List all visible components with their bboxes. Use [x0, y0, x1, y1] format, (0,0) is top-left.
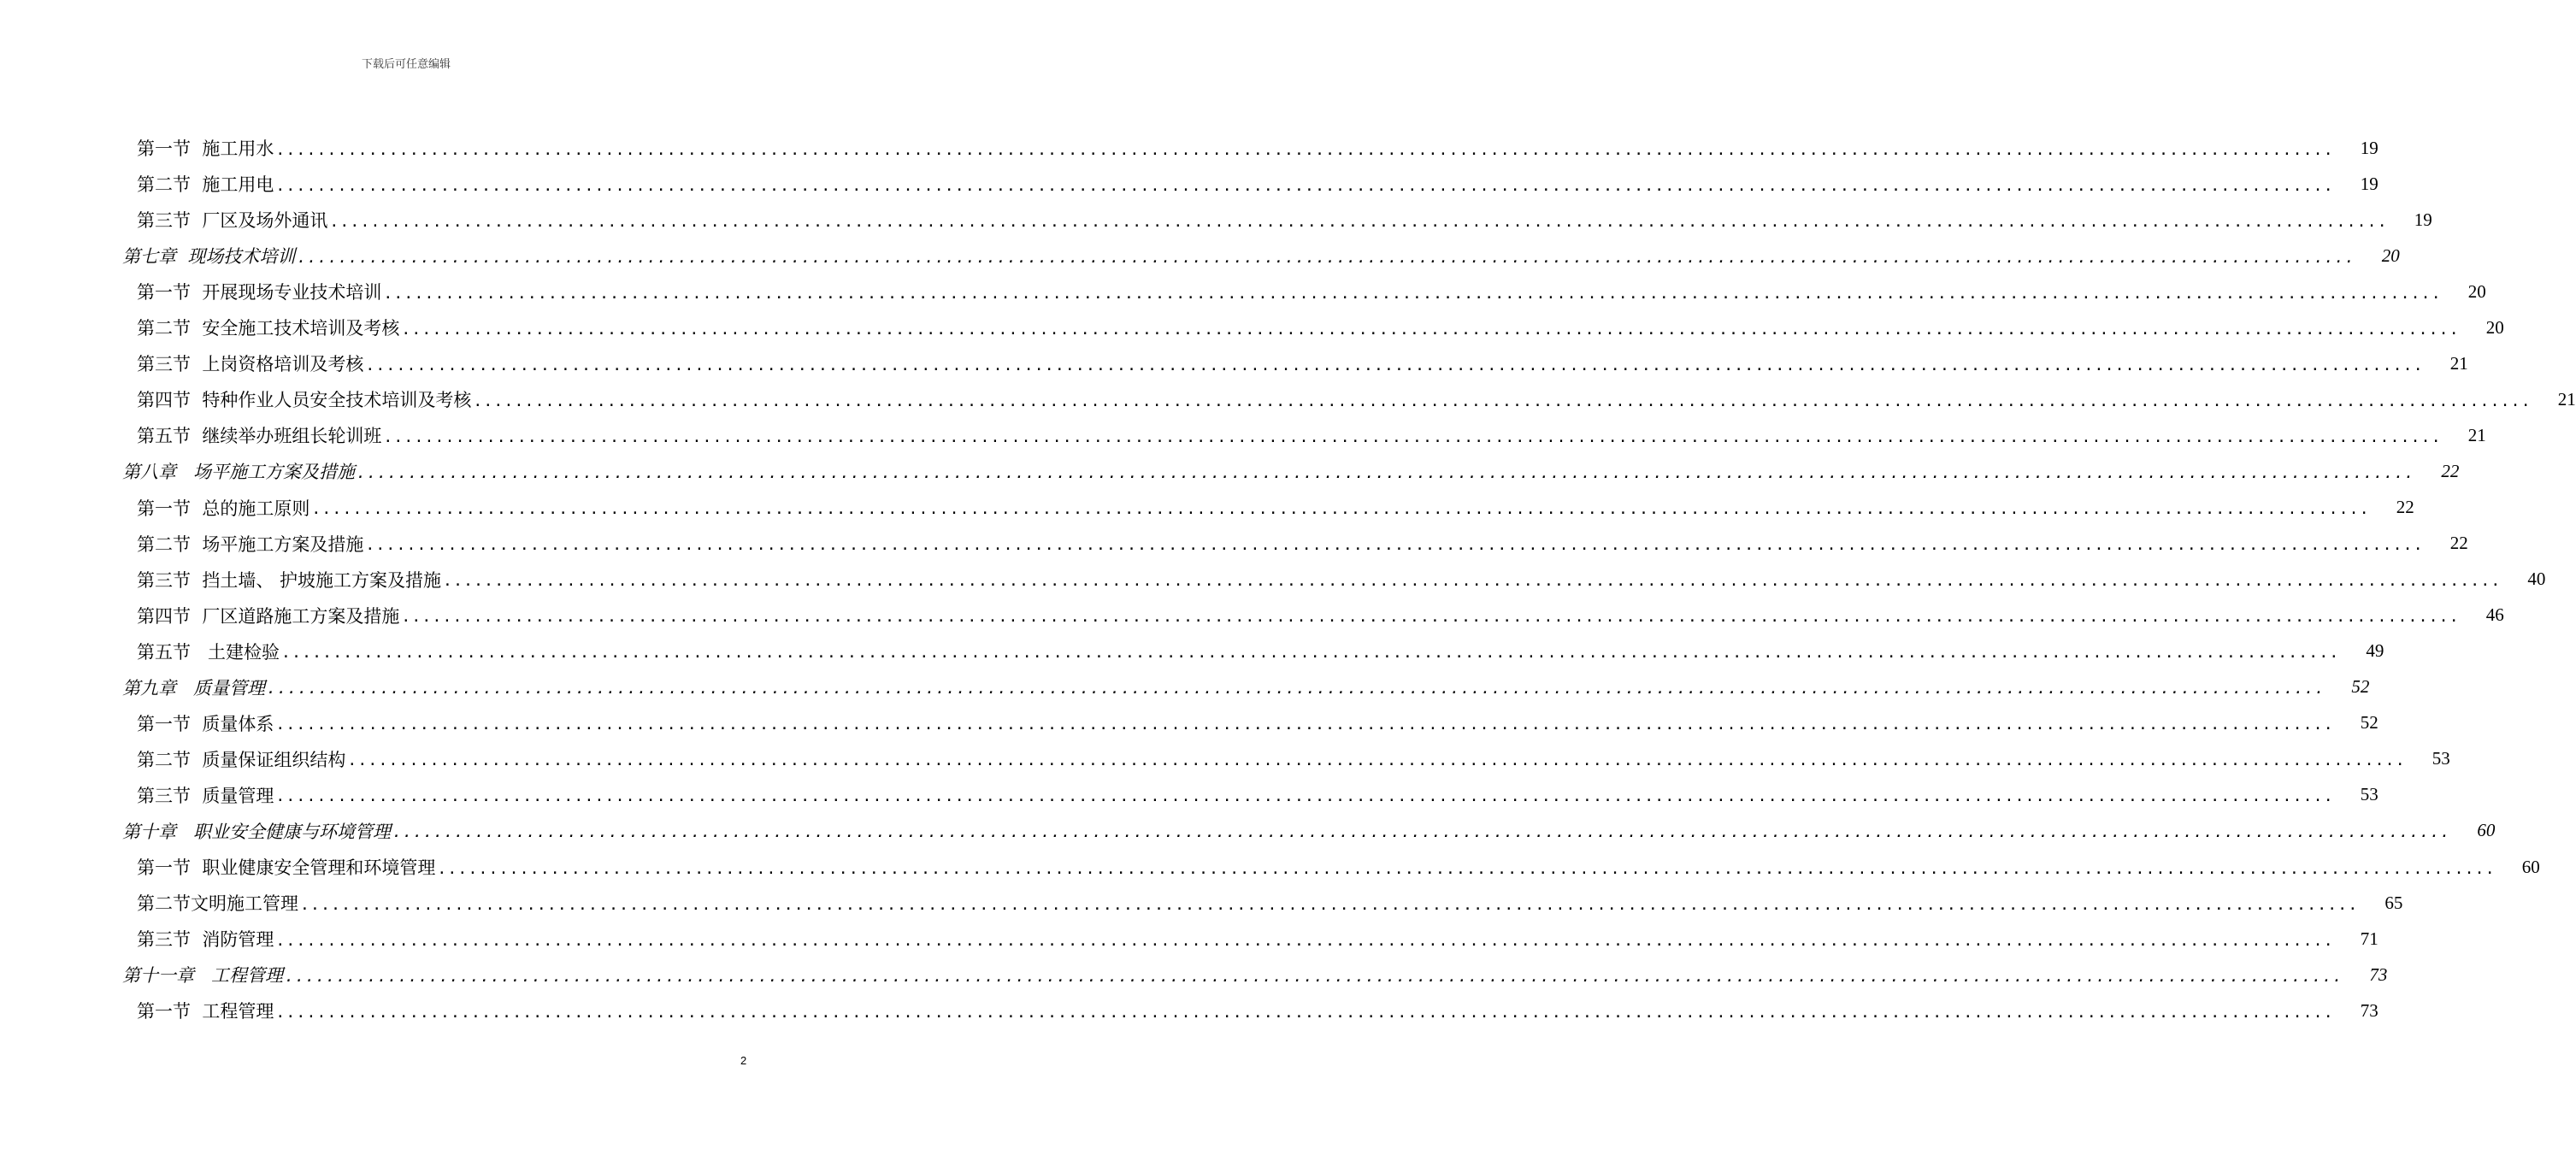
dot-leader: ........................................................................................................................................................................................................	[275, 931, 2334, 950]
toc-section-entry[interactable]	[0, 417, 2486, 453]
toc-section-entry[interactable]	[0, 526, 2468, 562]
toc-entry-title: 第二节文明施工管理	[137, 893, 298, 915]
toc-entry-title: 第九章 质量管理	[122, 677, 266, 698]
toc-section-entry[interactable]	[0, 345, 2468, 381]
toc-section-entry[interactable]	[0, 885, 2403, 921]
dot-leader: ........................................................................................................................................................................................................	[347, 751, 2406, 770]
dot-leader: ........................................................................................................................................................................................................	[297, 248, 2355, 267]
toc-entry-page: 53	[2432, 748, 2450, 769]
dot-leader: ........................................................................................................................................................................................................	[383, 284, 2442, 303]
toc-entry-title: 第五节 继续举办班组长轮训班	[137, 426, 382, 447]
dot-leader: ........................................................................................................................................................................................................	[383, 427, 2442, 446]
toc-entry-page: 46	[2485, 604, 2504, 626]
page-number: 2	[740, 1054, 747, 1067]
dot-leader: ........................................................................................................................................................................................................	[300, 895, 2359, 914]
toc-entry-title: 第五节 土建检验	[137, 641, 280, 663]
dot-leader: ........................................................................................................................................................................................................	[392, 823, 2451, 842]
toc-entry-page: 20	[2381, 245, 2400, 266]
dot-leader: ........................................................................................................................................................................................................	[311, 500, 2370, 518]
toc-entry-page: 40	[2527, 569, 2546, 590]
dot-leader: ........................................................................................................................................................................................................	[401, 320, 2460, 339]
toc-entry-page: 60	[2521, 856, 2540, 877]
toc-entry-page: 52	[2351, 676, 2370, 698]
toc-section-entry[interactable]	[0, 309, 2504, 345]
toc-entry-page: 22	[2449, 533, 2468, 554]
toc-section-entry[interactable]	[0, 490, 2414, 526]
dot-leader: ........................................................................................................................................................................................................	[275, 140, 2334, 159]
toc-entry-page: 19	[2360, 137, 2379, 158]
toc-chapter-entry[interactable]	[0, 669, 2370, 705]
toc-section-entry[interactable]	[0, 130, 2379, 166]
dot-leader: ........................................................................................................................................................................................................	[365, 536, 2424, 555]
toc-entry-title: 第七章 现场技术培训	[122, 246, 296, 268]
toc-entry-page: 22	[2441, 460, 2460, 481]
toc-entry-title: 第一节 质量体系	[137, 713, 274, 734]
dot-leader: ........................................................................................................................................................................................................	[275, 1003, 2334, 1022]
toc-chapter-entry[interactable]	[0, 813, 2496, 849]
toc-entry-page: 19	[2360, 173, 2379, 194]
dot-leader: ........................................................................................................................................................................................................	[275, 716, 2334, 734]
toc-entry-title: 第十一章 工程管理	[122, 965, 284, 987]
toc-entry-page: 20	[2467, 280, 2486, 302]
toc-entry-title: 第三节 质量管理	[137, 785, 274, 806]
toc-section-entry[interactable]	[0, 705, 2379, 741]
toc-section-entry[interactable]	[0, 598, 2504, 633]
toc-entry-title: 第一节 开展现场专业技术培训	[137, 282, 382, 303]
toc-entry-title: 第二节 施工用电	[137, 174, 274, 196]
toc-entry-page: 19	[2414, 209, 2432, 230]
dot-leader: ........................................................................................................................................................................................................	[275, 787, 2334, 806]
toc-section-entry[interactable]	[0, 777, 2379, 813]
toc-section-entry[interactable]	[0, 633, 2384, 669]
toc-chapter-entry[interactable]	[0, 957, 2388, 993]
toc-entry-title: 第一节 工程管理	[137, 1001, 274, 1022]
toc-entry-page: 65	[2384, 892, 2403, 913]
toc-entry-title: 第一节 职业健康安全管理和环境管理	[137, 857, 436, 878]
dot-leader: ........................................................................................................................................................................................................	[443, 572, 2502, 591]
toc-section-entry[interactable]	[0, 849, 2540, 885]
toc-section-entry[interactable]	[0, 166, 2379, 202]
toc-entry-title: 第三节 挡土墙、 护坡施工方案及措施	[137, 569, 442, 591]
toc-section-entry[interactable]	[0, 921, 2379, 957]
toc-entry-page: 52	[2360, 712, 2379, 734]
dot-leader: ........................................................................................................................................................................................................	[285, 967, 2343, 986]
dot-leader: ........................................................................................................................................................................................................	[473, 392, 2532, 410]
toc-entry-title: 第三节 厂区及场外通讯	[137, 210, 328, 232]
toc-entry-title: 第二节 安全施工技术培训及考核	[137, 318, 400, 339]
toc-entry-page: 22	[2396, 497, 2414, 517]
dot-leader: ........................................................................................................................................................................................................	[437, 859, 2496, 878]
toc-entry-page: 21	[2467, 424, 2486, 445]
toc-entry-page: 20	[2485, 316, 2504, 338]
dot-leader: ........................................................................................................................................................................................................	[267, 680, 2325, 698]
dot-leader: ........................................................................................................................................................................................................	[357, 463, 2415, 482]
toc-entry-title: 第三节 消防管理	[137, 929, 274, 951]
toc-section-entry[interactable]	[0, 274, 2486, 309]
toc-entry-page: 53	[2360, 784, 2379, 805]
toc-entry-title: 第四节 厂区道路施工方案及措施	[137, 605, 400, 627]
dot-leader: ........................................................................................................................................................................................................	[365, 356, 2424, 374]
toc-entry-page: 71	[2360, 928, 2379, 949]
toc-entry-title: 第一节 施工用水	[137, 138, 274, 159]
toc-section-entry[interactable]	[0, 381, 2576, 417]
toc-entry-page: 60	[2477, 820, 2496, 841]
dot-leader: ........................................................................................................................................................................................................	[401, 608, 2460, 627]
toc-entry-title: 第一节 总的施工原则	[137, 498, 310, 519]
dot-leader: ........................................................................................................................................................................................................	[275, 176, 2334, 195]
toc-entry-title: 第三节 上岗资格培训及考核	[137, 354, 364, 375]
toc-section-entry[interactable]	[0, 741, 2450, 777]
toc-entry-page: 73	[2369, 963, 2388, 985]
toc-chapter-entry[interactable]	[0, 238, 2400, 274]
toc-entry-title: 第八章 场平施工方案及措施	[122, 462, 356, 483]
toc-entry-title: 第二节 质量保证组织结构	[137, 749, 346, 770]
toc-section-entry[interactable]	[0, 993, 2379, 1028]
page-header: 下载后可任意编辑	[361, 58, 451, 71]
toc-section-entry[interactable]	[0, 562, 2546, 598]
toc-section-entry[interactable]	[0, 202, 2432, 238]
toc-entry-page: 21	[2557, 388, 2576, 410]
toc-entry-title: 第十章 职业安全健康与环境管理	[122, 821, 392, 842]
dot-leader: ........................................................................................................................................................................................................	[281, 644, 2340, 663]
toc-entry-page: 73	[2360, 999, 2379, 1021]
toc-entry-title: 第四节 特种作业人员安全技术培训及考核	[137, 390, 472, 411]
toc-entry-title: 第二节 场平施工方案及措施	[137, 533, 364, 555]
toc-chapter-entry[interactable]	[0, 453, 2460, 489]
toc-entry-page: 49	[2366, 640, 2384, 662]
toc-entry-page: 21	[2449, 352, 2468, 374]
dot-leader: ........................................................................................................................................................................................................	[329, 212, 2388, 231]
